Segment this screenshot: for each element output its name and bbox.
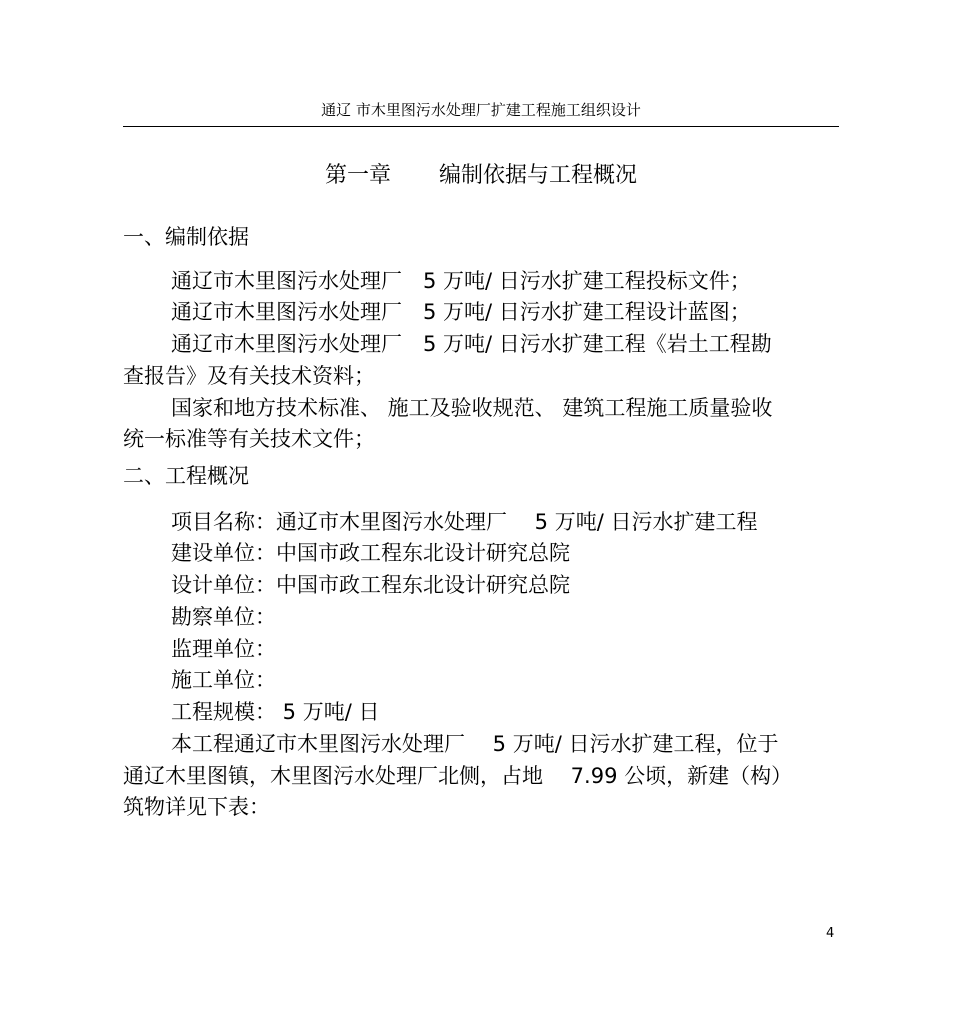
overview-item-supervisor: 监理单位： bbox=[171, 637, 276, 661]
overview-item-project-name: 项目名称：通辽市木里图污水处理厂 5 万吨/ 日污水扩建工程 bbox=[171, 510, 758, 534]
running-header: 通辽 市木里图污水处理厂扩建工程施工组织设计 bbox=[321, 101, 641, 119]
overview-item-contractor: 施工单位： bbox=[171, 668, 276, 692]
overview-paragraph-line-3: 筑物详见下表： bbox=[123, 795, 270, 819]
section-heading-basis: 一、编制依据 bbox=[123, 225, 249, 249]
chapter-title bbox=[123, 160, 839, 192]
chapter-number: 第一章 bbox=[324, 163, 391, 188]
overview-item-designer: 设计单位：中国市政工程东北设计研究总院 bbox=[171, 573, 570, 597]
basis-line-2: 通辽市木里图污水处理厂 5 万吨/ 日污水扩建工程设计蓝图； bbox=[171, 300, 751, 324]
basis-line-1: 通辽市木里图污水处理厂 5 万吨/ 日污水扩建工程投标文件； bbox=[171, 269, 751, 293]
basis-line-3: 通辽市木里图污水处理厂 5 万吨/ 日污水扩建工程《岩土工程勘 bbox=[171, 332, 772, 356]
basis-line-4-cont: 统一标准等有关技术文件； bbox=[123, 427, 375, 451]
overview-paragraph-line-2: 通辽木里图镇，木里图污水处理厂北侧，占地 7.99 公顷，新建（构） bbox=[123, 764, 793, 788]
basis-line-3-cont: 查报告》及有关技术资料； bbox=[123, 364, 375, 388]
section-heading-overview: 二、工程概况 bbox=[123, 464, 249, 488]
basis-line-4: 国家和地方技术标准、 施工及验收规范、 建筑工程施工质量验收 bbox=[171, 396, 773, 420]
overview-item-scale: 工程规模： 5 万吨/ 日 bbox=[171, 700, 380, 724]
overview-item-client: 建设单位：中国市政工程东北设计研究总院 bbox=[171, 541, 570, 565]
overview-item-survey: 勘察单位： bbox=[171, 605, 276, 629]
chapter-name: 编制依据与工程概况 bbox=[439, 163, 638, 188]
overview-paragraph-line-1: 本工程通辽市木里图污水处理厂 5 万吨/ 日污水扩建工程，位于 bbox=[171, 732, 779, 756]
header-rule bbox=[123, 126, 839, 127]
page-number: 4 bbox=[826, 926, 835, 941]
